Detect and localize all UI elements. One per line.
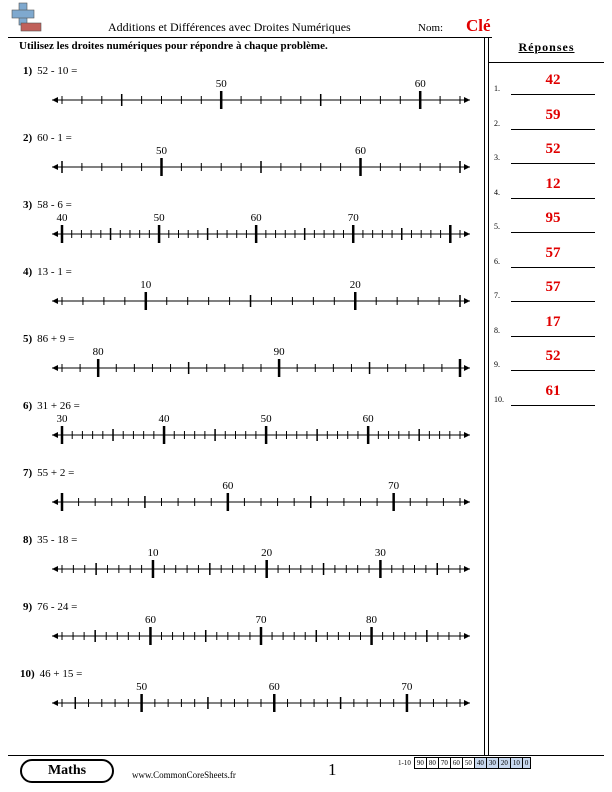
tick-label: 70: [255, 614, 267, 626]
left-arrow-icon: [52, 164, 58, 170]
left-arrow-icon: [52, 432, 58, 438]
right-arrow-icon: [464, 298, 470, 304]
instructions: Utilisez les droites numériques pour répondre à chaque problème.: [19, 40, 328, 52]
answer-number: 1.: [494, 84, 500, 93]
right-arrow-icon: [464, 97, 470, 103]
tick-label: 40: [158, 413, 170, 425]
number-line: [52, 480, 470, 511]
tick-label: 40: [56, 212, 68, 224]
problem-expression: 31 + 26 =: [37, 400, 80, 412]
answer-number: 2.: [494, 118, 500, 128]
tick-label: 50: [260, 413, 272, 425]
tick-label: 50: [156, 145, 167, 157]
name-label: Nom:: [418, 22, 444, 34]
answer-value: 61: [545, 382, 561, 399]
left-arrow-icon: [52, 298, 58, 304]
answer-line: [511, 336, 595, 337]
answer-value: 52: [545, 141, 561, 157]
left-arrow-icon: [52, 633, 58, 639]
problem-number: 9): [23, 601, 33, 613]
answer-value: 95: [545, 210, 561, 226]
answer-line: [511, 198, 595, 199]
answer-column-divider: [484, 37, 489, 755]
answer-value: 42: [545, 72, 561, 88]
number-line: [52, 413, 470, 444]
tick-label: 60: [144, 614, 156, 626]
problem-expression: 60 - 1 =: [37, 132, 72, 144]
tick-label: 80: [366, 614, 378, 626]
score-cell: 70: [438, 758, 450, 769]
answer-line: [511, 129, 595, 130]
number-line: [52, 279, 470, 310]
tick-label: 60: [355, 145, 366, 157]
tick-label: 60: [414, 78, 426, 90]
score-cell: 30: [486, 758, 498, 769]
answer-line: [511, 163, 595, 164]
score-cell: 90: [414, 758, 426, 769]
problem-number: 7): [23, 467, 33, 479]
problem-number: 4): [23, 266, 33, 278]
right-arrow-icon: [464, 231, 470, 237]
left-arrow-icon: [52, 97, 58, 103]
right-arrow-icon: [464, 164, 470, 170]
answer-line: [511, 370, 595, 371]
number-line: [52, 78, 484, 109]
tick-label: 50: [153, 212, 165, 224]
problem-expression: 58 - 6 =: [37, 199, 72, 211]
answer-value: 57: [545, 244, 561, 261]
answer-value: 57: [545, 279, 561, 295]
tick-label: 50: [136, 681, 148, 693]
number-line: [52, 212, 470, 243]
answer-number: 3.: [494, 153, 500, 162]
tick-label: 30: [374, 547, 386, 559]
score-cell: 10: [510, 758, 522, 769]
problem-expression: 86 + 9 =: [37, 333, 75, 345]
problem-expression: 35 - 18 =: [37, 534, 78, 546]
left-arrow-icon: [52, 700, 58, 706]
problem-number: 2): [23, 132, 33, 144]
number-line: [52, 614, 470, 645]
left-arrow-icon: [52, 499, 58, 505]
answer-line: [511, 405, 595, 406]
problem-number: 5): [23, 333, 33, 345]
answer-line: [511, 301, 595, 302]
right-arrow-icon: [464, 365, 470, 371]
problem-number: 1): [23, 65, 33, 77]
problem-expression: 13 - 1 =: [37, 266, 72, 278]
score-cell: 60: [450, 758, 462, 769]
tick-label: 90: [273, 346, 285, 358]
answer-number: 7.: [494, 291, 500, 300]
page-number: 1: [328, 760, 337, 779]
answer-value: 12: [545, 175, 561, 192]
tick-label: 70: [401, 681, 413, 693]
answers-title: Réponses: [518, 40, 575, 54]
tick-label: 60: [222, 480, 234, 492]
score-cell: 80: [426, 758, 438, 769]
tick-label: 10: [147, 547, 159, 559]
right-arrow-icon: [464, 432, 470, 438]
problem-number: 8): [23, 534, 33, 546]
name-value: Clé: [466, 16, 491, 35]
tick-label: 70: [388, 480, 400, 492]
tick-label: 80: [92, 346, 104, 358]
answer-number: 4.: [494, 187, 500, 197]
problem-expression: 52 - 10 =: [37, 65, 78, 77]
footer-divider: [8, 755, 604, 756]
number-line: [52, 547, 470, 578]
tick-label: 20: [349, 279, 361, 291]
answer-value: 59: [545, 106, 561, 123]
answer-number: 5.: [494, 222, 500, 231]
answer-value: 52: [545, 348, 561, 364]
right-arrow-icon: [464, 566, 470, 572]
answer-line: [511, 94, 595, 95]
right-arrow-icon: [464, 700, 470, 706]
subject-badge: Maths: [20, 759, 114, 783]
number-line: [52, 681, 470, 712]
left-arrow-icon: [52, 365, 58, 371]
score-cell: 0: [522, 758, 531, 769]
left-arrow-icon: [52, 566, 58, 572]
problem-number: 3): [23, 199, 33, 211]
problem-expression: 76 - 24 =: [37, 601, 78, 613]
score-cell: 20: [498, 758, 510, 769]
score-table: [396, 757, 531, 769]
problem-expression: 55 + 2 =: [37, 467, 75, 479]
tick-label: 10: [140, 279, 152, 291]
problem-number: 10): [20, 668, 35, 680]
tick-label: 20: [261, 547, 273, 559]
tick-label: 70: [347, 212, 359, 224]
answer-value: 17: [545, 313, 561, 330]
left-arrow-icon: [52, 231, 58, 237]
problem-expression: 46 + 15 =: [39, 668, 83, 680]
website-link[interactable]: www.CommonCoreSheets.fr: [132, 770, 236, 780]
right-arrow-icon: [464, 633, 470, 639]
problem-number: 6): [23, 400, 33, 412]
tick-label: 60: [362, 413, 374, 425]
tick-label: 60: [250, 212, 262, 224]
answer-number: 9.: [494, 360, 500, 369]
answers-title-rule: [489, 62, 604, 63]
score-range-label: 1-10: [398, 759, 411, 767]
number-line: [52, 346, 470, 377]
tick-label: 30: [56, 413, 68, 425]
right-arrow-icon: [464, 499, 470, 505]
answer-number: 8.: [494, 325, 500, 335]
score-cell: 40: [474, 758, 486, 769]
tick-label: 60: [268, 681, 280, 693]
answer-number: 6.: [494, 256, 500, 266]
answer-number: 10.: [494, 394, 504, 404]
tick-label: 50: [215, 78, 227, 90]
answer-line: [511, 267, 595, 268]
number-line: [52, 145, 470, 176]
answer-line: [511, 232, 595, 233]
page-title: Additions et Différences avec Droites Numériques: [108, 20, 351, 34]
score-cell: 50: [462, 758, 474, 769]
